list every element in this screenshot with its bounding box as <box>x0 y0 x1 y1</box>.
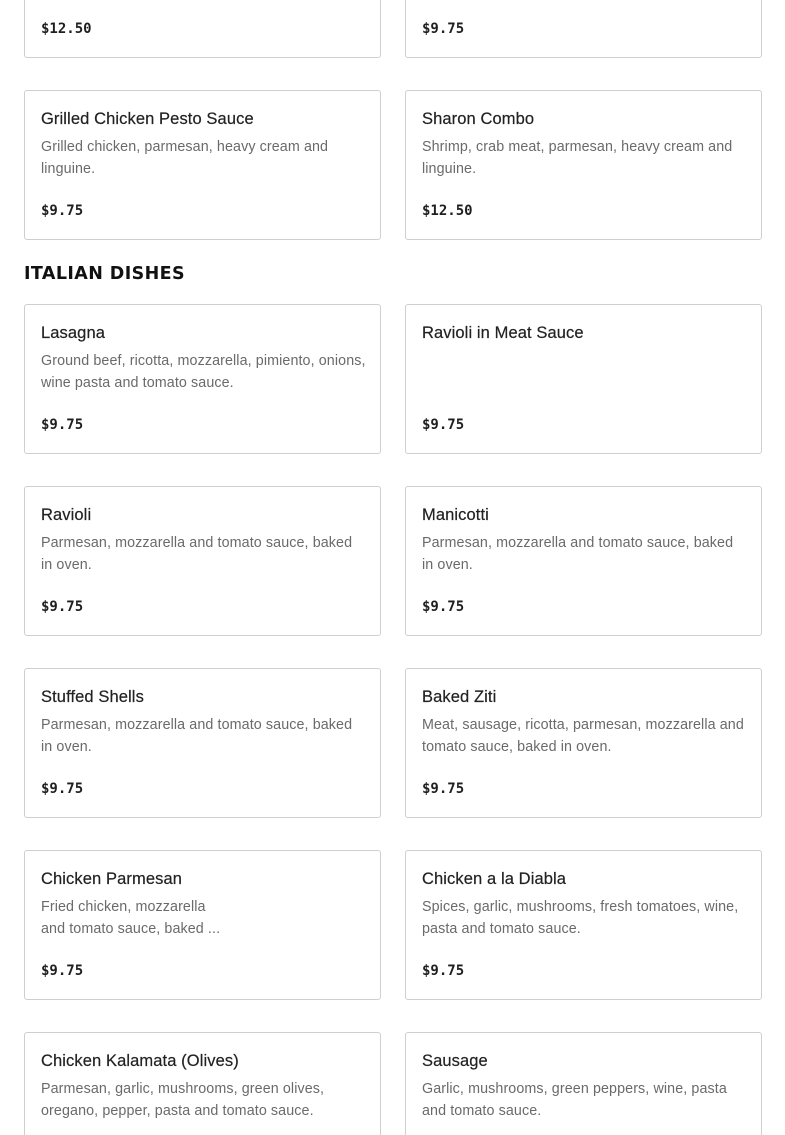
menu-item-card[interactable] <box>405 0 762 58</box>
item-name: Ravioli in Meat Sauce <box>422 324 584 342</box>
menu-item-card[interactable] <box>24 90 381 240</box>
menu-item-card[interactable] <box>405 668 762 818</box>
menu-item-card[interactable] <box>24 1032 381 1135</box>
item-price: $9.75 <box>41 963 84 979</box>
item-name: Stuffed Shells <box>41 688 144 706</box>
item-description: Parmesan, mozzarella and tomato sauce, baked in oven. <box>41 717 353 755</box>
menu-item-card[interactable] <box>24 304 381 454</box>
item-description: Grilled chicken, parmesan, heavy cream and linguine. <box>41 139 329 177</box>
menu-item-card[interactable] <box>405 1032 762 1135</box>
menu-item-card[interactable] <box>24 486 381 636</box>
item-description: Spices, garlic, mushrooms, fresh tomatoes, wine, pasta and tomato sauce. <box>422 899 739 937</box>
item-name: Baked Ziti <box>422 688 497 706</box>
menu-item-card[interactable] <box>24 850 381 1000</box>
item-price: $9.75 <box>41 599 84 615</box>
item-price: $9.75 <box>422 963 465 979</box>
item-price: $9.75 <box>422 417 465 433</box>
item-name: Chicken a la Diabla <box>422 870 567 888</box>
item-description: Parmesan, garlic, mushrooms, green olives, oregano, pepper, pasta and tomato sauce. <box>41 1081 325 1119</box>
item-description: Shrimp, crab meat, parmesan, heavy cream and linguine. <box>422 139 733 177</box>
item-name: Sharon Combo <box>422 110 535 128</box>
item-description-line: and tomato sauce, baked ... <box>41 921 221 937</box>
item-price: $9.75 <box>41 417 84 433</box>
item-description-line: Fried chicken, mozzarella <box>41 899 206 915</box>
item-description: Parmesan, mozzarella and tomato sauce, baked in oven. <box>41 535 353 573</box>
item-name: Sausage <box>422 1052 488 1070</box>
menu-item-card[interactable] <box>24 0 381 58</box>
item-price: $9.75 <box>422 21 465 37</box>
item-name: Manicotti <box>422 506 489 524</box>
item-price: $9.75 <box>41 781 84 797</box>
item-description: Parmesan, mozzarella and tomato sauce, baked in oven. <box>422 535 734 573</box>
item-name: Chicken Kalamata (Olives) <box>41 1052 239 1070</box>
item-description: Meat, sausage, ricotta, parmesan, mozzarella and tomato sauce, baked in oven. <box>422 717 744 755</box>
item-price: $9.75 <box>422 599 465 615</box>
item-price: $9.75 <box>422 781 465 797</box>
menu-item-card[interactable] <box>24 668 381 818</box>
menu-item-card[interactable] <box>405 486 762 636</box>
section-title: ITALIAN DISHES <box>24 264 186 284</box>
menu-item-card[interactable] <box>405 850 762 1000</box>
item-name: Grilled Chicken Pesto Sauce <box>41 110 254 128</box>
item-name: Ravioli <box>41 506 92 524</box>
menu-item-card[interactable] <box>405 90 762 240</box>
menu-item-card[interactable] <box>405 304 762 454</box>
item-name: Lasagna <box>41 324 106 342</box>
item-name: Chicken Parmesan <box>41 870 182 888</box>
item-price: $12.50 <box>422 203 473 219</box>
item-price: $12.50 <box>41 21 92 37</box>
item-description: Ground beef, ricotta, mozzarella, pimiento, onions, wine pasta and tomato sauce. <box>41 353 366 391</box>
item-description: Garlic, mushrooms, green peppers, wine, pasta and tomato sauce. <box>422 1081 727 1119</box>
item-price: $9.75 <box>41 203 84 219</box>
item-description <box>41 896 366 940</box>
